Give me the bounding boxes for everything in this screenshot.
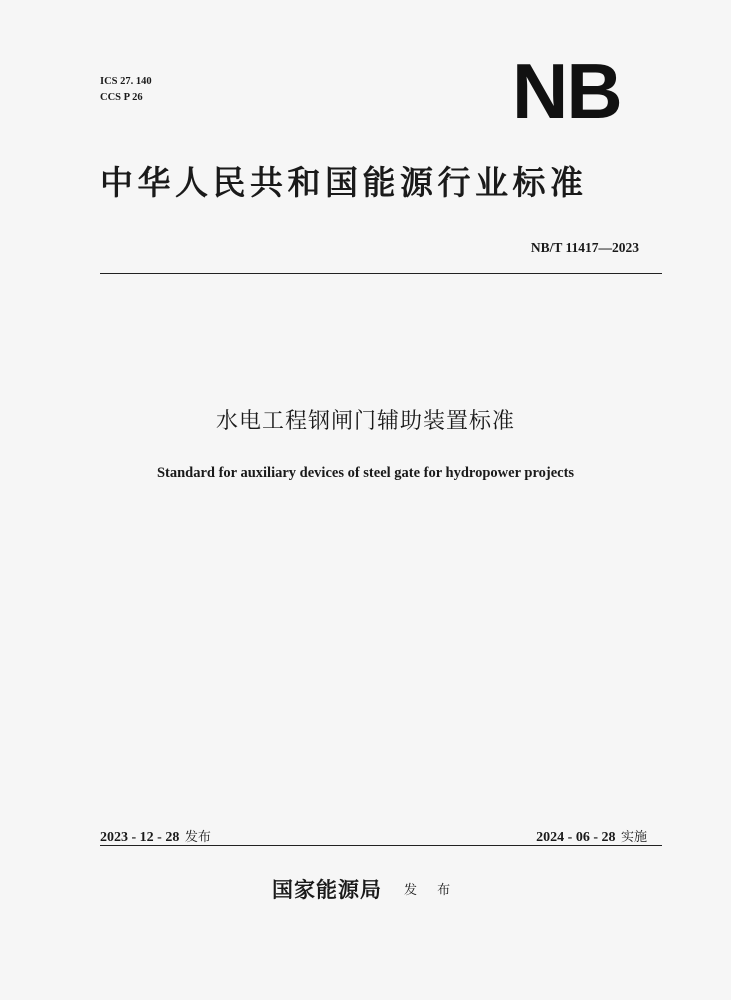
publisher-name: 国家能源局 (272, 878, 382, 902)
issue-date-line (100, 826, 211, 846)
issue-label: 发布 (184, 830, 211, 845)
classification-codes (100, 74, 152, 106)
title-chinese: 水电工程钢闸门辅助装置标准 (215, 409, 515, 434)
implement-label: 实施 (620, 830, 647, 845)
standard-number: NB/T 11417—2023 (530, 240, 639, 255)
publisher-line (272, 874, 458, 904)
bottom-divider (100, 845, 662, 846)
ccs-code: CCS P 26 (100, 92, 143, 103)
top-divider (100, 273, 662, 274)
ics-code: ICS 27. 140 (100, 76, 152, 87)
publisher-verb: 发 布 (404, 883, 459, 898)
title-english: Standard for auxiliary devices of steel gate for hydropower projects (156, 465, 575, 481)
organization-title: 中华人民共和国能源行业标准 (100, 163, 588, 202)
issue-date: 2023 - 12 - 28 (100, 830, 180, 845)
nb-logo: NB (512, 47, 621, 135)
implement-date-line (536, 826, 647, 846)
implement-date: 2024 - 06 - 28 (536, 830, 616, 845)
